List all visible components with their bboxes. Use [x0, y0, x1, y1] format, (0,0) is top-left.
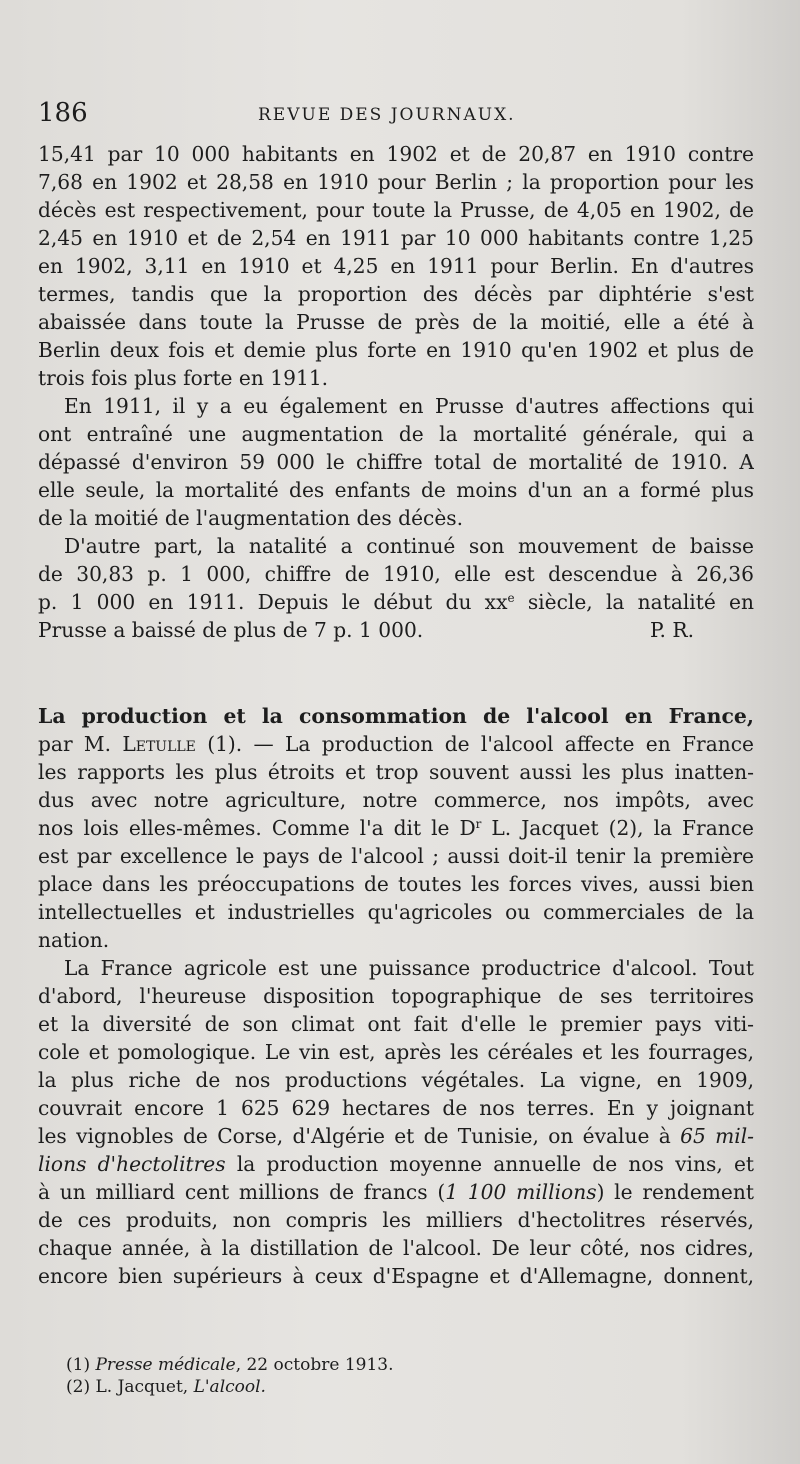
text-line: trois fois plus forte en 1911. — [38, 366, 329, 390]
text-line: abaissée dans toute la Prusse de près de la moitié, elle a été à — [38, 310, 754, 334]
text-line: La France agricole est une puissance productrice d'alcool. Tout — [64, 956, 754, 980]
text-line: termes, tandis que la proportion des décès par diphtérie s'est — [38, 282, 754, 306]
text-line: les vignobles de Corse, d'Algérie et de Tunisie, on évalue à 65 mil- — [38, 1124, 754, 1148]
prussia-diphtheria-section — [38, 140, 754, 644]
author-signature: P. R. — [650, 618, 694, 642]
text-line: la plus riche de nos productions végétales. La vigne, en 1909, — [38, 1068, 754, 1092]
text-line: 7,68 en 1902 et 28,58 en 1910 pour Berlin ; la proportion pour les — [38, 170, 754, 194]
text-line: de ces produits, non compris les milliers d'hectolitres réservés, — [38, 1208, 754, 1232]
text-line: de la moitié de l'augmentation des décès. — [38, 506, 464, 530]
page-number: 186 — [38, 98, 88, 128]
text-line: nos lois elles-mêmes. Comme l'a dit le $D^r$ L. Jacquet (2), la France — [38, 816, 754, 840]
author-name: Letulle — [122, 732, 196, 756]
footnote-1: (1) Presse médicale, 22 octobre 1913. — [66, 1355, 394, 1375]
text-line: les rapports les plus étroits et trop souvent aussi les plus inatten- — [38, 760, 754, 784]
text-line: 15,41 par 10 000 habitants en 1902 et de 20,87 en 1910 contre — [38, 142, 754, 166]
text-line: à un milliard cent millions de francs (1 100 millions) le rendement — [38, 1180, 754, 1204]
text-line: 2,45 en 1910 et de 2,54 en 1911 par 10 000 habitants contre 1,25 — [38, 226, 754, 250]
text-line: intellectuelles et industrielles qu'agricoles ou commerciales de la — [38, 900, 754, 924]
text-line: dus avec notre agriculture, notre commerce, nos impôts, avec — [38, 788, 754, 812]
alcohol-france-section — [38, 702, 754, 1290]
text-line: Berlin deux fois et demie plus forte en 1910 qu'en 1902 et plus de — [38, 338, 754, 362]
footnote-2: (2) L. Jacquet, L'alcool. — [66, 1377, 266, 1397]
text-line: elle seule, la mortalité des enfants de moins d'un an a formé plus — [38, 478, 754, 502]
text-line: chaque année, à la distillation de l'alcool. De leur côté, nos cidres, — [38, 1236, 754, 1260]
text-line: place dans les préoccupations de toutes les forces vives, aussi bien — [38, 872, 754, 896]
superscript: r — [475, 817, 482, 831]
text-line: en 1902, 3,11 en 1910 et 4,25 en 1911 pour Berlin. En d'autres — [38, 254, 754, 278]
article-title: La production et la consommation de l'alcool en France, — [38, 704, 754, 728]
text-line: cole et pomologique. Le vin est, après les céréales et les fourrages, — [38, 1040, 754, 1064]
text-line: décès est respectivement, pour toute la Prusse, de 4,05 en 1902, de — [38, 198, 754, 222]
text-line: p. 1 000 en 1911. Depuis le début du $xx^e$ siècle, la natalité en — [38, 590, 754, 614]
superscript: e — [507, 591, 515, 605]
text-line: de 30,83 p. 1 000, chiffre de 1910, elle est descendue à 26,36 — [38, 562, 754, 586]
running-title: REVUE DES JOURNAUX. — [258, 105, 516, 125]
text-line: d'abord, l'heureuse disposition topographique de ses territoires — [38, 984, 754, 1008]
text-line: En 1911, il y a eu également en Prusse d'autres affections qui — [64, 394, 754, 418]
text-line: D'autre part, la natalité a continué son mouvement de baisse — [64, 534, 754, 558]
text-line: couvrait encore 1 625 629 hectares de nos terres. En y joignant — [38, 1096, 754, 1120]
text-line: nation. — [38, 928, 110, 952]
running-header — [38, 98, 758, 128]
text-line: par M. Letulle (1). — La production de l'alcool affecte en France — [38, 732, 754, 756]
text-line: est par excellence le pays de l'alcool ; aussi doit-il tenir la première — [38, 844, 754, 868]
text-line: encore bien supérieurs à ceux d'Espagne et d'Allemagne, donnent, — [38, 1264, 754, 1288]
text-line: Prusse a baissé de plus de 7 p. 1 000. P. R. — [38, 616, 754, 644]
text-line: ont entraîné une augmentation de la mortalité générale, qui a — [38, 422, 754, 446]
text-line: et la diversité de son climat ont fait d'elle le premier pays viti- — [38, 1012, 754, 1036]
footnotes — [66, 1354, 566, 1398]
text-line: dépassé d'environ 59 000 le chiffre total de mortalité de 1910. A — [38, 450, 754, 474]
text-line: lions d'hectolitres la production moyenne annuelle de nos vins, et — [38, 1152, 754, 1176]
